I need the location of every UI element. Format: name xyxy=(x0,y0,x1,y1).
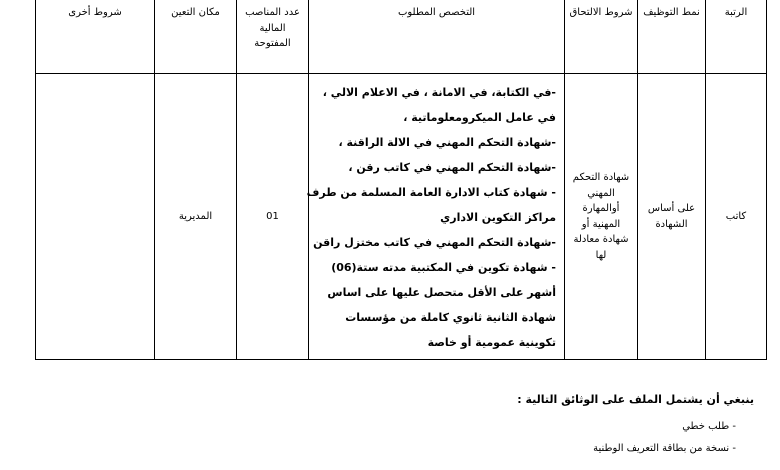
cell-posting-place: المديرية xyxy=(155,74,237,360)
cell-other-conditions xyxy=(36,74,155,360)
header-access-conditions: شروط الالتحاق xyxy=(565,0,638,74)
specialty-line: - شهادة تكوين في المكتبية مدته ستة(06) xyxy=(331,261,556,274)
header-posting-place: مكان التعين xyxy=(155,0,237,74)
specialty-line: في عامل الميكرومعلوماتية ، xyxy=(403,111,556,124)
specialty-line: -في الكتابة، في الامانة ، في الاعلام الالي ، xyxy=(322,86,556,99)
required-documents-section xyxy=(54,392,754,460)
recruitment-table xyxy=(35,0,767,360)
cell-recruitment-mode: على أساس الشهادة xyxy=(638,74,706,360)
specialty-line: - شهادة كتاب الادارة العامة المسلمة من طرف xyxy=(306,186,556,199)
documents-title: ينبغي أن يشتمل الملف على الوثائق التالية : xyxy=(517,393,754,406)
specialty-line: -شهادة التحكم المهني في الالة الراقنة ، xyxy=(338,136,556,149)
specialty-line: شهادة الثانية ثانوي كاملة من مؤسسات xyxy=(345,311,556,324)
specialty-line: أشهر على الأقل متحصل عليها على اساس xyxy=(327,286,556,299)
specialty-line: مراكز التكوين الاداري xyxy=(440,211,556,224)
cell-access-conditions: شهادة التحكم المهني أوالمهارة المهنية أو شهادة معادلة لها xyxy=(565,74,638,360)
header-required-specialty: التخصص المطلوب xyxy=(309,0,565,74)
header-other-conditions: شروط أخرى xyxy=(36,0,155,74)
cell-required-specialty xyxy=(306,74,565,360)
header-rank: الرتبة xyxy=(706,0,767,74)
table-header-row xyxy=(36,0,767,74)
header-recruitment-mode: نمط التوظيف xyxy=(638,0,706,74)
specialty-line: تكوينية عمومية أو خاصة xyxy=(427,336,556,349)
specialty-line: -شهادة التحكم المهني في كاتب مختزل راقن xyxy=(313,236,556,249)
table-row xyxy=(36,74,767,360)
specialty-line: -شهادة التحكم المهني في كاتب رقن ، xyxy=(348,161,556,174)
documents-list xyxy=(54,416,754,460)
cell-rank: كاتب xyxy=(706,74,767,360)
list-item: - نسخة من بطاقة التعريف الوطنية xyxy=(593,443,736,454)
cell-open-positions: 01 xyxy=(237,74,309,360)
header-open-positions: عدد المناصب المالية المفتوحة xyxy=(237,0,309,74)
list-item: - طلب خطي xyxy=(682,421,736,432)
